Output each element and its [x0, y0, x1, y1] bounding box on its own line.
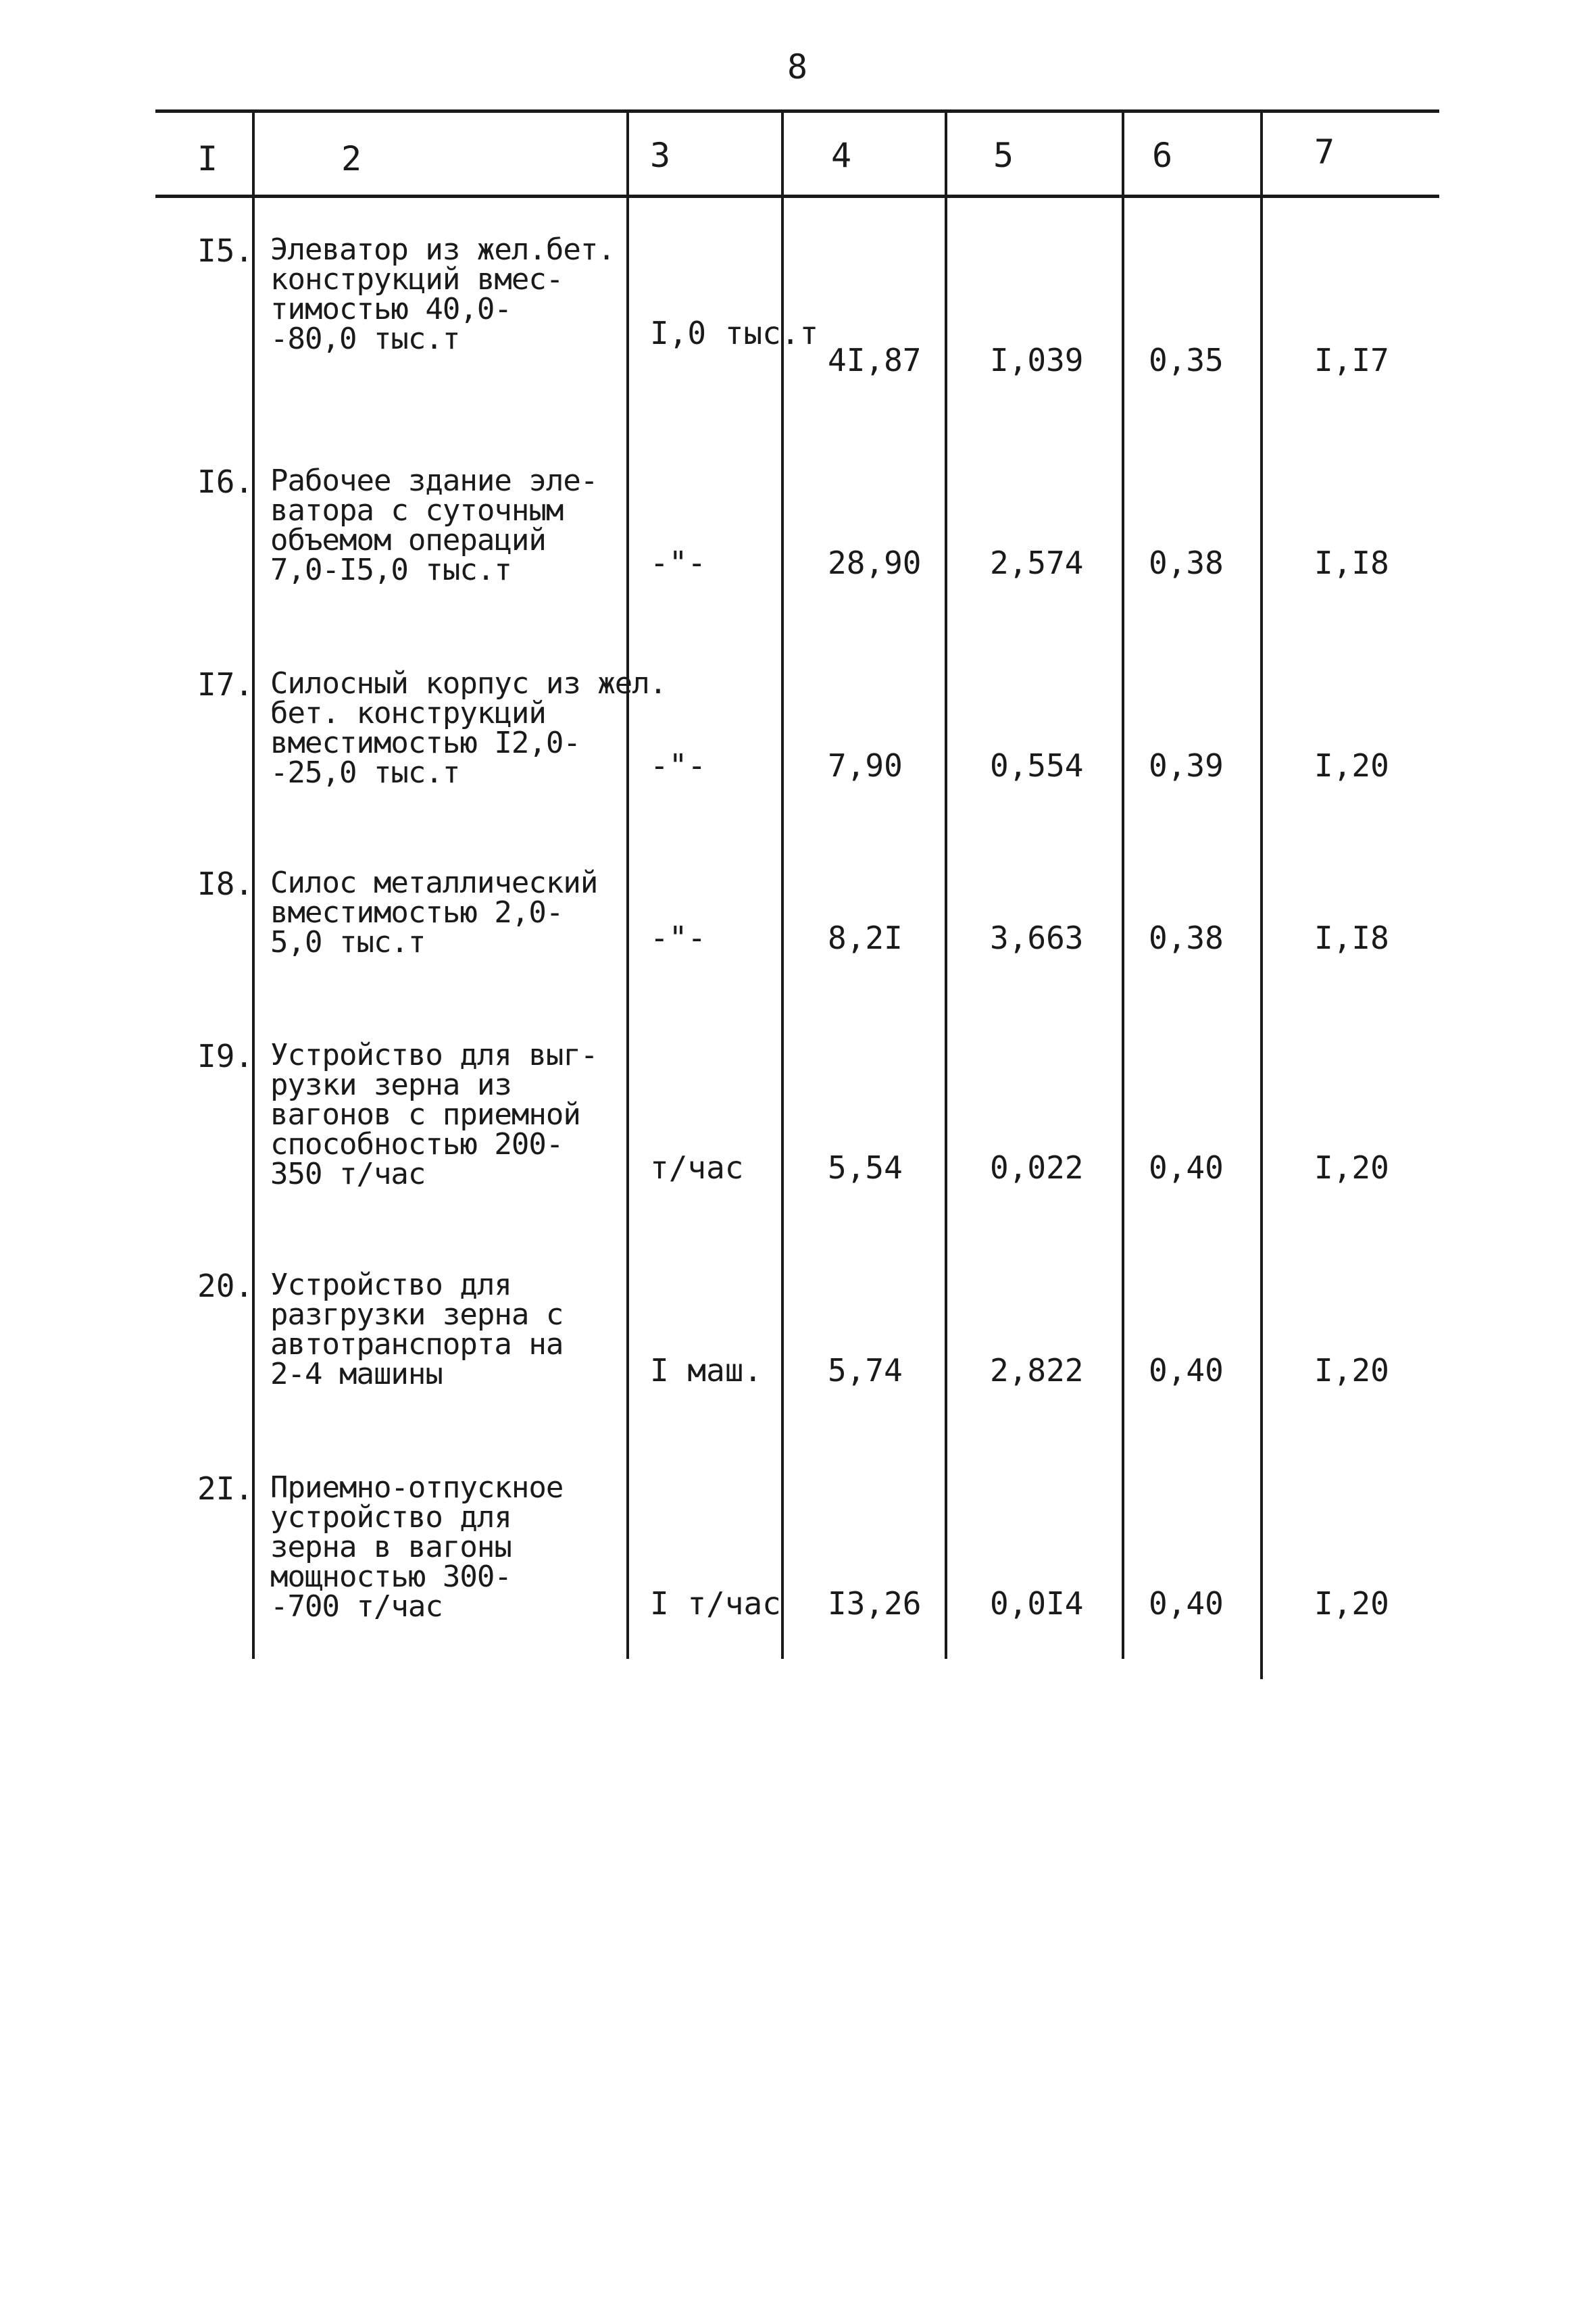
row-col-5: 2,822 — [990, 1352, 1084, 1389]
row-unit: I т/час — [650, 1585, 781, 1622]
table-header-rule — [155, 195, 1439, 198]
row-unit: т/час — [650, 1149, 744, 1186]
column-divider-4 — [945, 111, 947, 1659]
header-col-6: 6 — [1152, 136, 1173, 175]
row-col-4: 5,54 — [828, 1149, 903, 1186]
row-description: Силос металлический вместимостью 2,0- 5,0 тыс.т — [270, 866, 598, 960]
row-col-6: 0,40 — [1149, 1585, 1224, 1622]
row-number: I6. — [197, 464, 254, 500]
row-description: Рабочее здание эле- ватора с суточным объемом операций 7,0-I5,0 тыс.т — [270, 464, 598, 587]
row-col-7: I,20 — [1314, 747, 1389, 784]
row-col-7: I,20 — [1314, 1352, 1389, 1389]
row-col-6: 0,38 — [1149, 920, 1224, 956]
row-number: 20. — [197, 1268, 254, 1304]
row-col-4: 8,2I — [828, 920, 903, 956]
row-description: Устройство для разгрузки зерна с автотранспорта на 2-4 машины — [270, 1268, 564, 1391]
row-number: I8. — [197, 866, 254, 902]
table-top-rule — [155, 109, 1439, 113]
row-number: I5. — [197, 232, 254, 269]
row-col-4: 7,90 — [828, 747, 903, 784]
column-divider-5 — [1122, 111, 1124, 1659]
row-col-6: 0,40 — [1149, 1149, 1224, 1186]
column-divider-6 — [1260, 111, 1263, 1679]
row-col-6: 0,38 — [1149, 545, 1224, 581]
row-col-5: I,039 — [990, 342, 1084, 378]
row-unit: I,0 тыс.т — [650, 315, 819, 351]
page-number: 8 — [787, 47, 808, 86]
row-number: 2I. — [197, 1470, 254, 1507]
header-col-5: 5 — [993, 136, 1014, 175]
header-col-4: 4 — [831, 136, 852, 175]
row-col-5: 0,022 — [990, 1149, 1084, 1186]
row-description: Элеватор из жел.бет. конструкций вмес- тимостью 40,0- -80,0 тыс.т — [270, 232, 615, 356]
row-description: Устройство для выг- рузки зерна из вагонов с приемной способностью 200- 350 т/час — [270, 1038, 598, 1191]
row-number: I7. — [197, 666, 254, 703]
row-col-4: 28,90 — [828, 545, 922, 581]
row-description: Силосный корпус из жел. бет. конструкций вместимостью I2,0- -25,0 тыс.т — [270, 666, 667, 790]
header-col-7: 7 — [1314, 132, 1335, 172]
header-col-2: 2 — [341, 139, 362, 178]
row-col-7: I,I8 — [1314, 920, 1389, 956]
row-unit: I маш. — [650, 1352, 763, 1389]
row-col-5: 0,554 — [990, 747, 1084, 784]
row-unit: -"- — [650, 920, 707, 956]
row-col-6: 0,40 — [1149, 1352, 1224, 1389]
row-col-4: 5,74 — [828, 1352, 903, 1389]
header-col-3: 3 — [650, 136, 671, 175]
row-col-5: 3,663 — [990, 920, 1084, 956]
row-col-7: I,20 — [1314, 1585, 1389, 1622]
row-col-7: I,I8 — [1314, 545, 1389, 581]
row-col-6: 0,35 — [1149, 342, 1224, 378]
row-col-4: I3,26 — [828, 1585, 922, 1622]
row-unit: -"- — [650, 545, 707, 581]
row-description: Приемно-отпускное устройство для зерна в вагоны мощностью 300- -700 т/час — [270, 1470, 564, 1624]
column-divider-2 — [626, 111, 629, 1659]
row-col-5: 0,0I4 — [990, 1585, 1084, 1622]
row-col-6: 0,39 — [1149, 747, 1224, 784]
row-col-7: I,20 — [1314, 1149, 1389, 1186]
row-col-7: I,I7 — [1314, 342, 1389, 378]
row-col-5: 2,574 — [990, 545, 1084, 581]
row-number: I9. — [197, 1038, 254, 1074]
header-col-1: I — [197, 139, 218, 178]
row-col-4: 4I,87 — [828, 342, 922, 378]
row-unit: -"- — [650, 747, 707, 784]
